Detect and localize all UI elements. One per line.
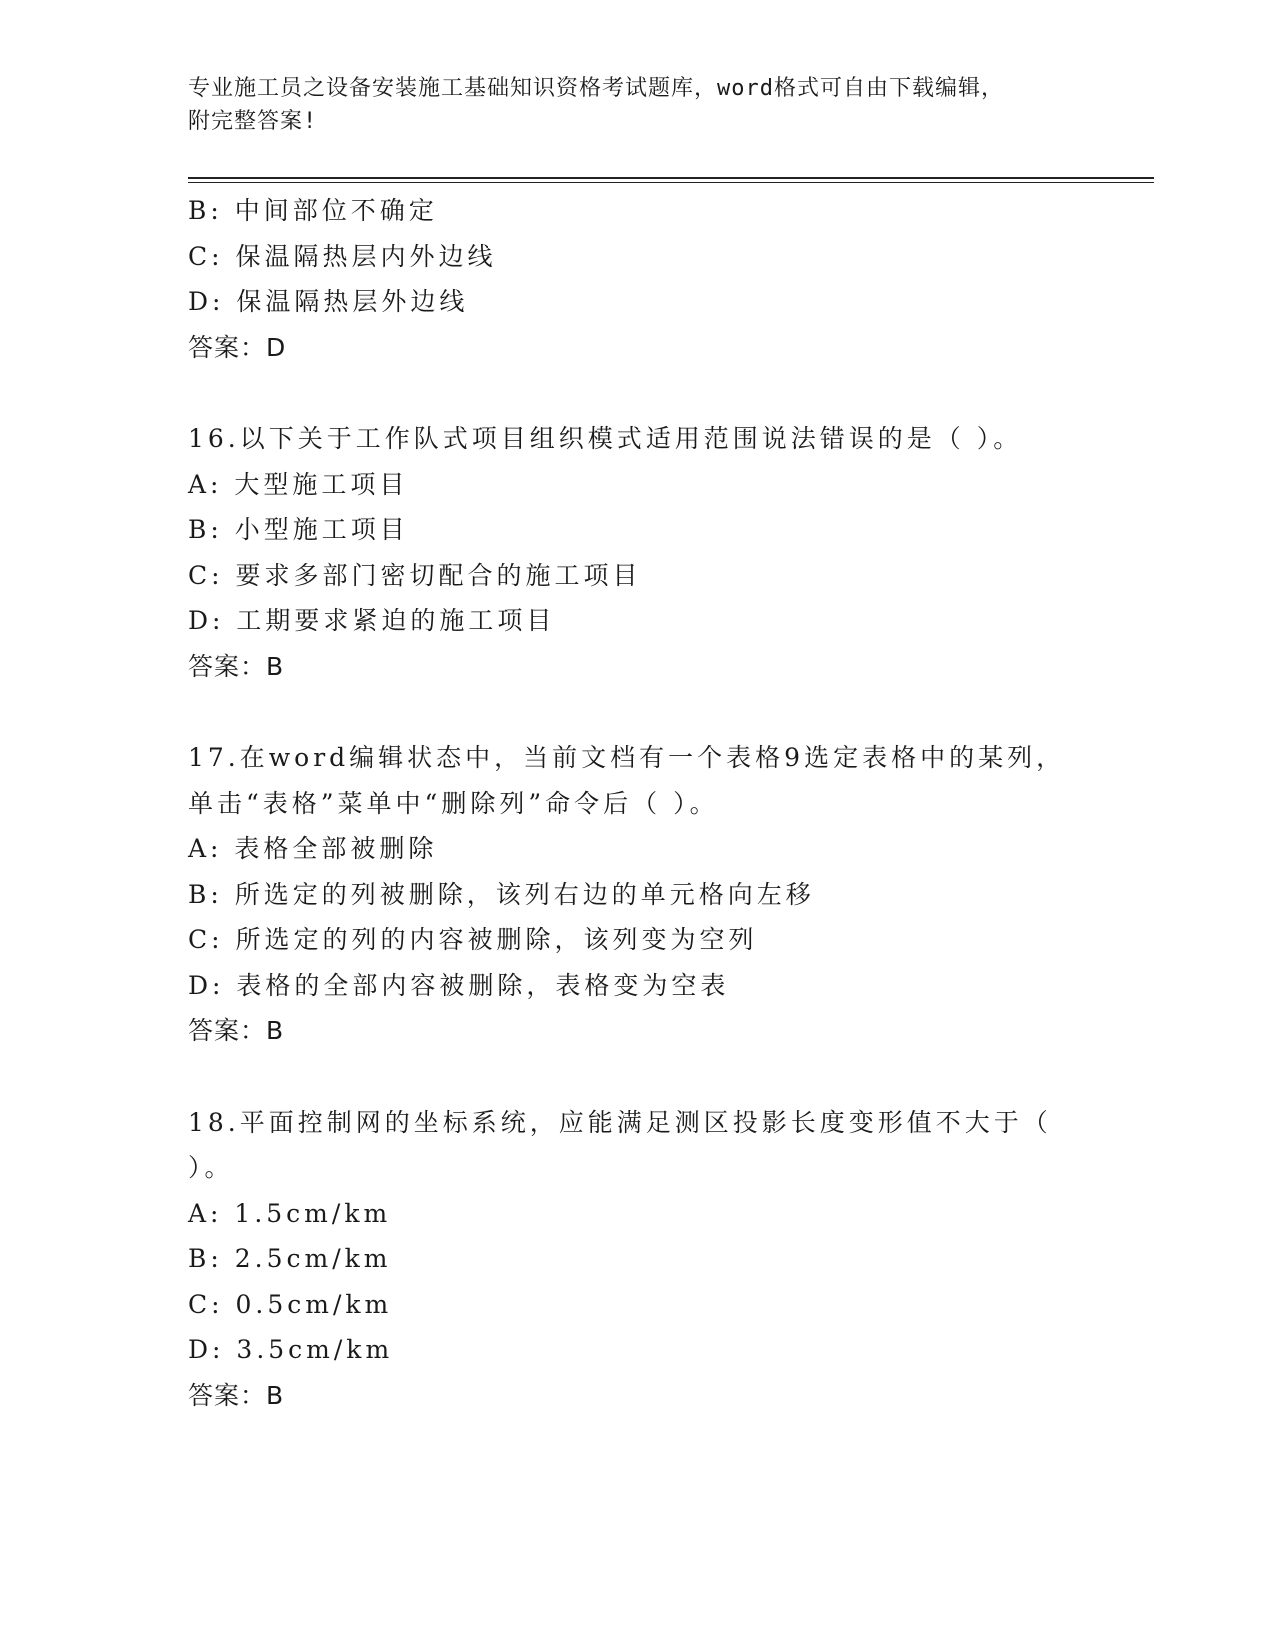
header-line-2: 附完整答案! — [188, 109, 318, 134]
option-d: D: 工期要求紧迫的施工项目 — [188, 606, 556, 635]
spacer — [188, 370, 1088, 416]
header-line-1: 专业施工员之设备安装施工基础知识资格考试题库，word格式可自由下载编辑， — [188, 76, 1004, 101]
answer: 答案：D — [188, 332, 287, 362]
option-c: C: 所选定的列的内容被删除，该列变为空列 — [188, 925, 758, 954]
document-body — [188, 188, 1088, 1418]
option-d: D: 保温隔热层外边线 — [188, 287, 469, 316]
spacer — [188, 689, 1088, 735]
answer: 答案：B — [188, 651, 285, 681]
option-c: C: 保温隔热层内外边线 — [188, 241, 497, 271]
option-b: B: 中间部位不确定 — [188, 196, 438, 225]
option-c: C: 0.5cm/km — [188, 1289, 393, 1319]
option-d: D: 3.5cm/km — [188, 1335, 394, 1364]
option-a: A: 1.5cm/km — [188, 1198, 392, 1228]
document-header — [188, 72, 1068, 138]
header-divider-thin — [188, 182, 1154, 183]
question-text-line-2: 单击“表格”菜单中“删除列”命令后（ ）。 — [188, 788, 719, 818]
option-d: D: 表格的全部内容被删除，表格变为空表 — [188, 970, 730, 1000]
answer: 答案：B — [188, 1380, 285, 1410]
option-a: A: 表格全部被删除 — [188, 834, 438, 863]
question-17 — [188, 735, 1088, 1054]
question-18 — [188, 1100, 1088, 1419]
question-text-line-2: ）。 — [188, 1153, 234, 1182]
question-text: 16.以下关于工作队式项目组织模式适用范围说法错误的是（ ）。 — [188, 424, 1023, 453]
option-b: B: 所选定的列被删除，该列右边的单元格向左移 — [188, 879, 815, 909]
question-15 — [188, 188, 1088, 370]
answer: 答案：B — [188, 1016, 285, 1045]
option-c: C: 要求多部门密切配合的施工项目 — [188, 560, 642, 590]
question-16 — [188, 416, 1088, 689]
spacer — [188, 1054, 1088, 1100]
option-b: B: 小型施工项目 — [188, 515, 409, 544]
question-text-line-1: 18.平面控制网的坐标系统，应能满足测区投影长度变形值不大于（ — [188, 1107, 1052, 1137]
header-divider-thick — [188, 177, 1154, 179]
question-text-line-1: 17.在word编辑状态中，当前文档有一个表格9选定表格中的某列， — [188, 743, 1066, 772]
option-a: A: 大型施工项目 — [188, 469, 409, 499]
option-b: B: 2.5cm/km — [188, 1244, 392, 1273]
